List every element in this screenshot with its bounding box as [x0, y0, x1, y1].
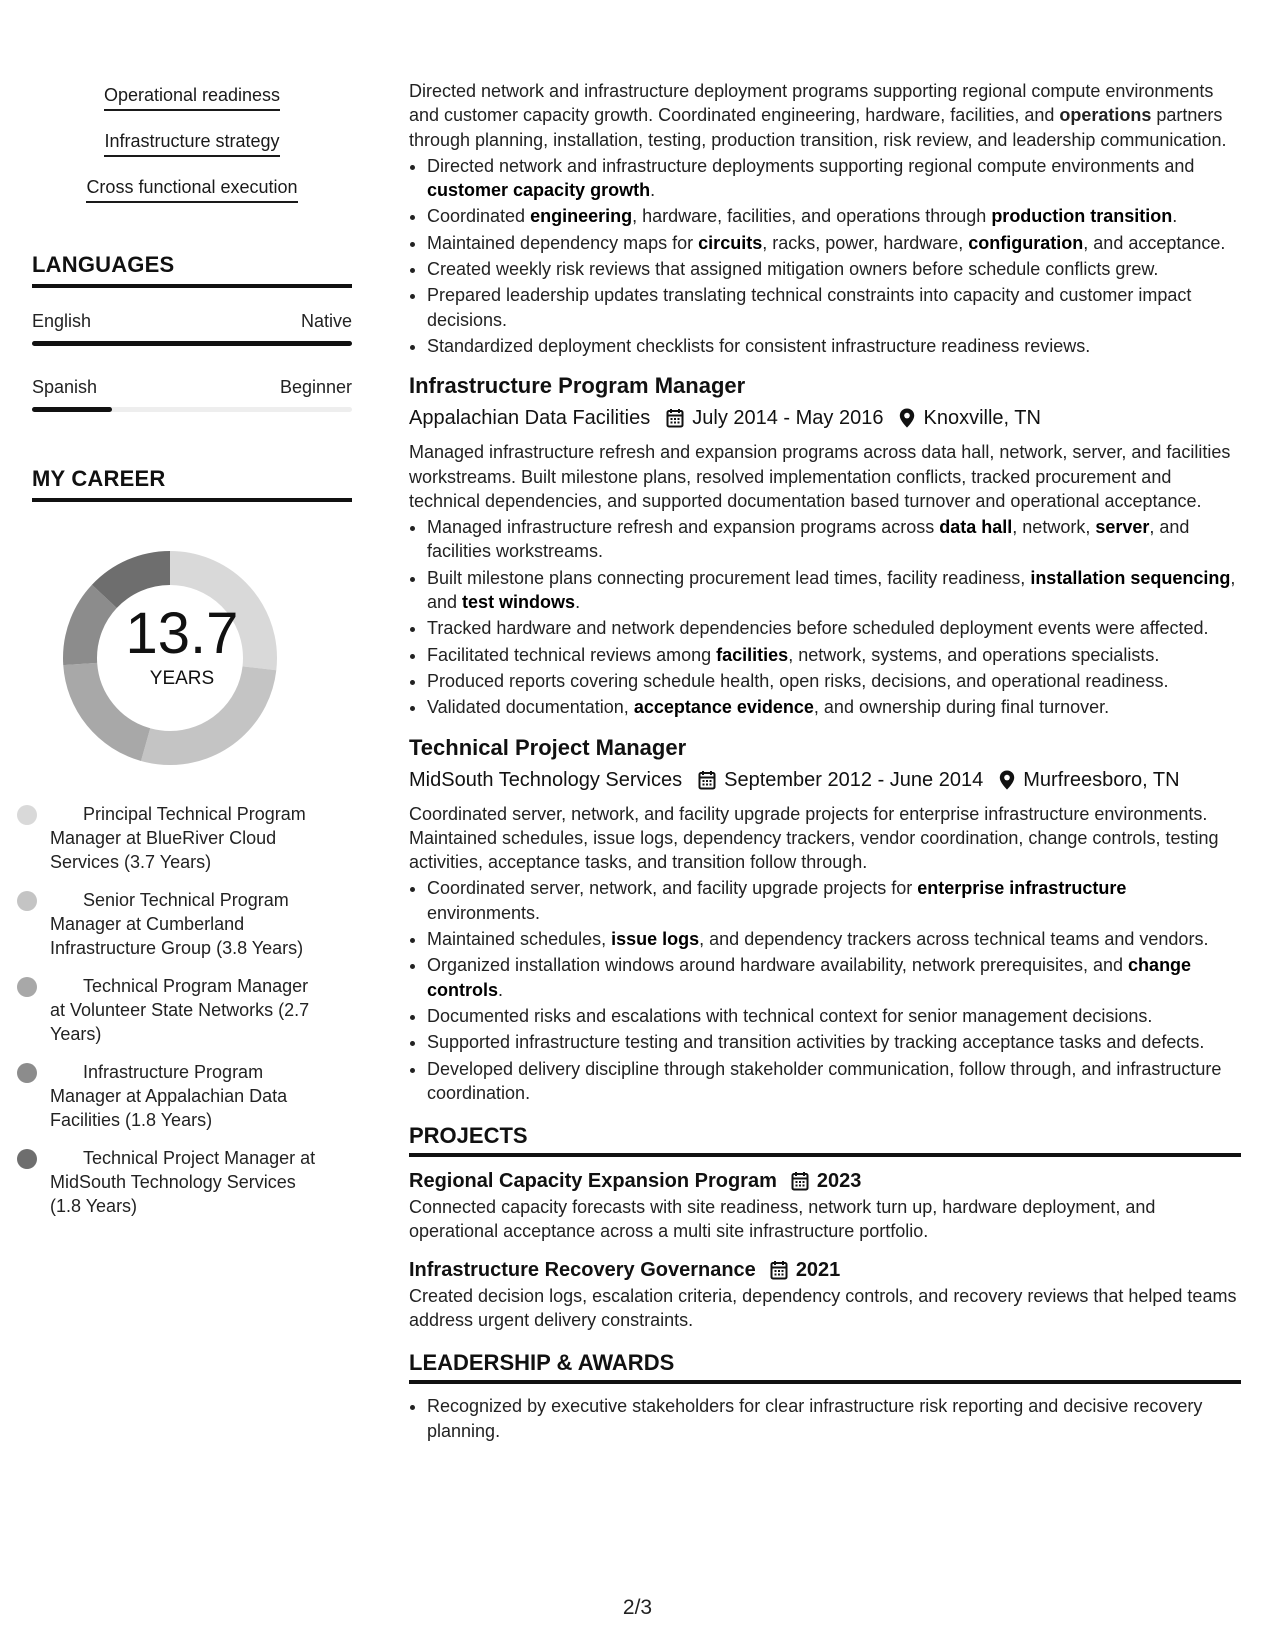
language-name: Spanish	[32, 377, 98, 397]
experience-entry	[409, 372, 1241, 719]
career-legend-item	[50, 802, 320, 874]
job-bullet: • Built milestone plans connecting procurement lead times, facility readiness, installation sequencing, and test windows.	[427, 566, 1241, 615]
legend-dot	[17, 977, 37, 997]
job-summary: Coordinated server, network, and facility upgrade projects for enterprise infrastructure environments. Maintained schedules, issue logs, dependency trackers, vendor coordination, change controls, testing activities, acceptance tasks, and transition follow through.	[409, 803, 1219, 873]
job-bullet: • Standardized deployment checklists for consistent infrastructure readiness reviews.	[427, 334, 1241, 358]
job-dates: September 2012 - June 2014	[724, 768, 984, 791]
project-year: 2021	[795, 1258, 841, 1281]
language-proficiency-bar	[32, 407, 352, 412]
language-level: Native	[300, 311, 352, 331]
page-indicator: 2/3	[622, 1596, 653, 1619]
calendar-icon	[698, 770, 716, 790]
language-entry	[32, 310, 352, 346]
project-title: Infrastructure Recovery Governance	[409, 1258, 756, 1281]
experience-entry-continued	[409, 79, 1241, 358]
career-legend-item	[50, 974, 320, 1046]
job-bullet: • Managed infrastructure refresh and expansion programs across data hall, network, server, and facilities workstreams.	[427, 515, 1241, 564]
calendar-icon	[770, 1260, 788, 1280]
job-bullet: • Created weekly risk reviews that assigned mitigation owners before schedule conflicts grew.	[427, 257, 1241, 281]
career-donut-chart	[32, 538, 352, 778]
map-pin-icon	[899, 408, 915, 428]
project-title-row	[409, 1256, 1241, 1284]
languages-section	[32, 252, 352, 412]
award-bullet: • Recognized by executive stakeholders for clear infrastructure risk reporting and decisive recovery planning.	[427, 1394, 1241, 1443]
job-company: MidSouth Technology Services	[409, 768, 683, 791]
sidebar	[32, 84, 352, 1232]
language-entry	[32, 376, 352, 412]
job-summary: Managed infrastructure refresh and expansion programs across data hall, network, server, and facilities workstreams. Built milestone plans, resolved implementation conflicts, tracked procurement and technical dependencies, and supported documentation based turnover and operational acceptance.	[409, 442, 1231, 511]
job-bullet: • Coordinated server, network, and facility upgrade projects for enterprise infrastructure environments.	[427, 876, 1241, 925]
career-total-years: 13.7	[125, 601, 239, 666]
job-bullet: • Validated documentation, acceptance evidence, and ownership during final turnover.	[427, 695, 1241, 719]
project-title-row	[409, 1167, 1241, 1195]
job-bullets	[409, 876, 1241, 1105]
job-bullet: • Maintained dependency maps for circuits, racks, power, hardware, configuration, and acceptance.	[427, 231, 1241, 255]
career-legend-label: Principal Technical Program Manager at BlueRiver Cloud Services (3.7 Years)	[50, 804, 306, 872]
map-pin-icon	[999, 770, 1015, 790]
job-bullet: • Documented risks and escalations with technical context for senior management decisions.	[427, 1004, 1241, 1028]
career-legend-item	[50, 888, 320, 960]
career-legend-item	[50, 1060, 320, 1132]
project-entry	[409, 1256, 1241, 1333]
job-bullet: • Prepared leadership updates translating technical constraints into capacity and customer impact decisions.	[427, 283, 1241, 332]
job-bullet: • Directed network and infrastructure deployments supporting regional compute environments and customer capacity growth.	[427, 154, 1241, 203]
project-year: 2023	[816, 1170, 862, 1193]
main-content	[409, 79, 1241, 1445]
skills-list	[32, 84, 352, 222]
language-proficiency-bar	[32, 341, 352, 346]
job-meta	[409, 404, 1241, 432]
job-title: Technical Project Manager	[409, 734, 687, 760]
project-title: Regional Capacity Expansion Program	[409, 1170, 777, 1193]
career-legend-label: Infrastructure Program Manager at Appalachian Data Facilities (1.8 Years)	[50, 1062, 288, 1130]
job-meta	[409, 766, 1241, 794]
job-company: Appalachian Data Facilities	[409, 407, 651, 430]
career-section	[32, 466, 352, 1218]
calendar-icon	[666, 408, 684, 428]
job-location: Knoxville, TN	[923, 407, 1041, 430]
awards-heading: LEADERSHIP & AWARDS	[409, 1350, 1241, 1384]
legend-dot	[17, 1063, 37, 1083]
skill-tag: Cross functional execution	[86, 176, 297, 203]
career-heading: MY CAREER	[32, 466, 352, 502]
experience-entry	[409, 734, 1241, 1106]
job-title: Infrastructure Program Manager	[409, 373, 746, 399]
career-legend-label: Technical Program Manager at Volunteer State Networks (2.7 Years)	[50, 976, 310, 1044]
projects-section	[409, 1123, 1241, 1332]
job-bullet: • Maintained schedules, issue logs, and dependency trackers across technical teams and vendors.	[427, 927, 1241, 951]
job-bullet: • Produced reports covering schedule health, open risks, decisions, and operational readiness.	[427, 669, 1241, 693]
job-bullet: • Tracked hardware and network dependencies before scheduled deployment events were affected.	[427, 616, 1241, 640]
project-entry	[409, 1167, 1241, 1244]
calendar-icon	[791, 1171, 809, 1191]
job-summary: Directed network and infrastructure deployment programs supporting regional compute environments and customer capacity growth. Coordinated engineering, hardware, facilities, and operations partners through planning, installation, testing, production transition, risk review, and leadership communication.	[409, 81, 1227, 150]
legend-dot	[17, 891, 37, 911]
job-bullets	[409, 154, 1241, 358]
job-location: Murfreesboro, TN	[1023, 768, 1180, 791]
job-bullet: • Coordinated engineering, hardware, facilities, and operations through production transition.	[427, 204, 1241, 228]
career-legend-label: Technical Project Manager at MidSouth Technology Services (1.8 Years)	[50, 1148, 316, 1216]
skill-tag: Infrastructure strategy	[104, 130, 279, 157]
career-legend-label: Senior Technical Program Manager at Cumberland Infrastructure Group (3.8 Years)	[50, 890, 304, 958]
project-description: Created decision logs, escalation criteria, dependency controls, and recovery reviews that helped teams address urgent delivery constraints.	[409, 1285, 1237, 1330]
career-years-label: YEARS	[149, 668, 215, 689]
job-bullet: • Facilitated technical reviews among facilities, network, systems, and operations specialists.	[427, 643, 1241, 667]
language-proficiency-fill	[32, 407, 112, 412]
awards-bullets	[409, 1394, 1241, 1443]
project-description: Connected capacity forecasts with site readiness, network turn up, hardware deployment, and operational acceptance across a multi site infrastructure portfolio.	[409, 1197, 1156, 1242]
legend-dot	[17, 805, 37, 825]
language-level: Beginner	[279, 377, 352, 397]
career-legend	[32, 802, 320, 1218]
languages-heading: LANGUAGES	[32, 252, 352, 288]
career-legend-item	[50, 1146, 320, 1218]
legend-dot	[17, 1149, 37, 1169]
job-bullet: • Developed delivery discipline through stakeholder communication, follow through, and infrastructure coordination.	[427, 1057, 1241, 1106]
awards-section	[409, 1350, 1241, 1443]
language-proficiency-fill	[32, 341, 352, 346]
job-bullets	[409, 515, 1241, 719]
skill-tag: Operational readiness	[104, 84, 280, 111]
projects-heading: PROJECTS	[409, 1123, 1241, 1157]
language-name: English	[32, 311, 92, 331]
job-dates: July 2014 - May 2016	[692, 407, 884, 430]
job-bullet: • Supported infrastructure testing and transition activities by tracking acceptance tasks and defects.	[427, 1030, 1241, 1054]
job-bullet: • Organized installation windows around hardware availability, network prerequisites, and change controls.	[427, 953, 1241, 1002]
